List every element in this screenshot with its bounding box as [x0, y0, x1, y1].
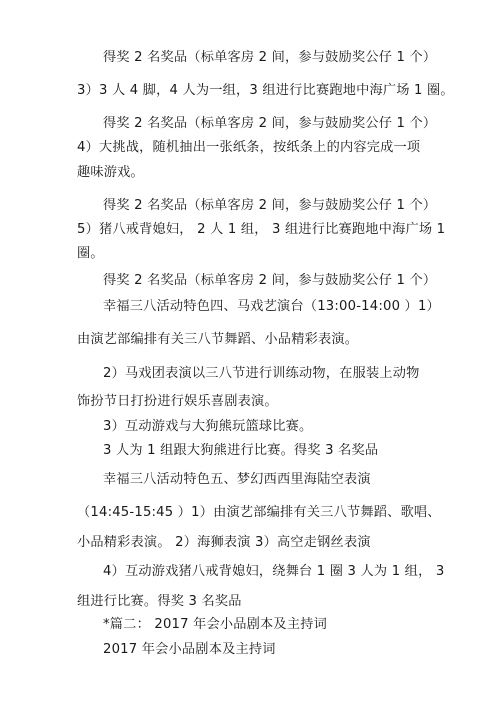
text-line: 3）3 人 4 脚，4 人为一组，3 组进行比赛跑地中海广场 1 圈。 [77, 83, 454, 98]
text-line: 4）大挑战，随机抽出一张纸条，按纸条上的内容完成一项 [77, 140, 421, 155]
text-line: 组进行比赛。得奖 3 名奖品 [77, 594, 242, 609]
text-line: 由演艺部编排有关三八节舞蹈、小品精彩表演。 [77, 332, 359, 347]
text-line: 幸福三八活动特色五、梦幻西西里海陆空表演 [103, 472, 371, 487]
text-line: 得奖 2 名奖品（标单客房 2 间，参与鼓励奖公仔 1 个） [103, 198, 437, 213]
text-line: 2）马戏团表演以三八节进行训练动物，在服装上动物 [103, 366, 420, 381]
text-line: 趣味游戏。 [77, 165, 144, 180]
text-line: （14:45-15:45 ）1）由演艺部编排有关三八节舞蹈、歌唱、 [77, 505, 441, 520]
text-line: 3）互动游戏与大狗熊玩篮球比赛。 [103, 419, 313, 434]
text-line: 4）互动游戏猪八戒背媳妇，绕舞台 1 圈 3 人为 1 组， 3 [103, 564, 445, 579]
text-line: 得奖 2 名奖品（标单客房 2 间，参与鼓励奖公仔 1 个） [103, 273, 437, 288]
text-line: 饰扮节日打扮进行娱乐喜剧表演。 [77, 394, 278, 409]
text-line: 幸福三八活动特色四、马戏艺演台（13:00-14:00 ）1） [103, 299, 440, 314]
text-line: 5）猪八戒背媳妇， 2 人 1 组， 3 组进行比赛跑地中海广场 1 [77, 222, 446, 237]
text-line: 圈。 [77, 246, 104, 261]
text-line: 3 人为 1 组跟大狗熊进行比赛。得奖 3 名奖品 [103, 443, 379, 458]
text-line: 2017 年会小品剧本及主持词 [103, 642, 276, 657]
text-line: 小品精彩表演。 2）海狮表演 3）高空走钢丝表演 [77, 535, 371, 550]
text-line: *篇二： 2017 年会小品剧本及主持词 [103, 617, 327, 632]
text-line: 得奖 2 名奖品（标单客房 2 间，参与鼓励奖公仔 1 个） [103, 50, 437, 65]
text-line: 得奖 2 名奖品（标单客房 2 间，参与鼓励奖公仔 1 个） [103, 116, 437, 131]
